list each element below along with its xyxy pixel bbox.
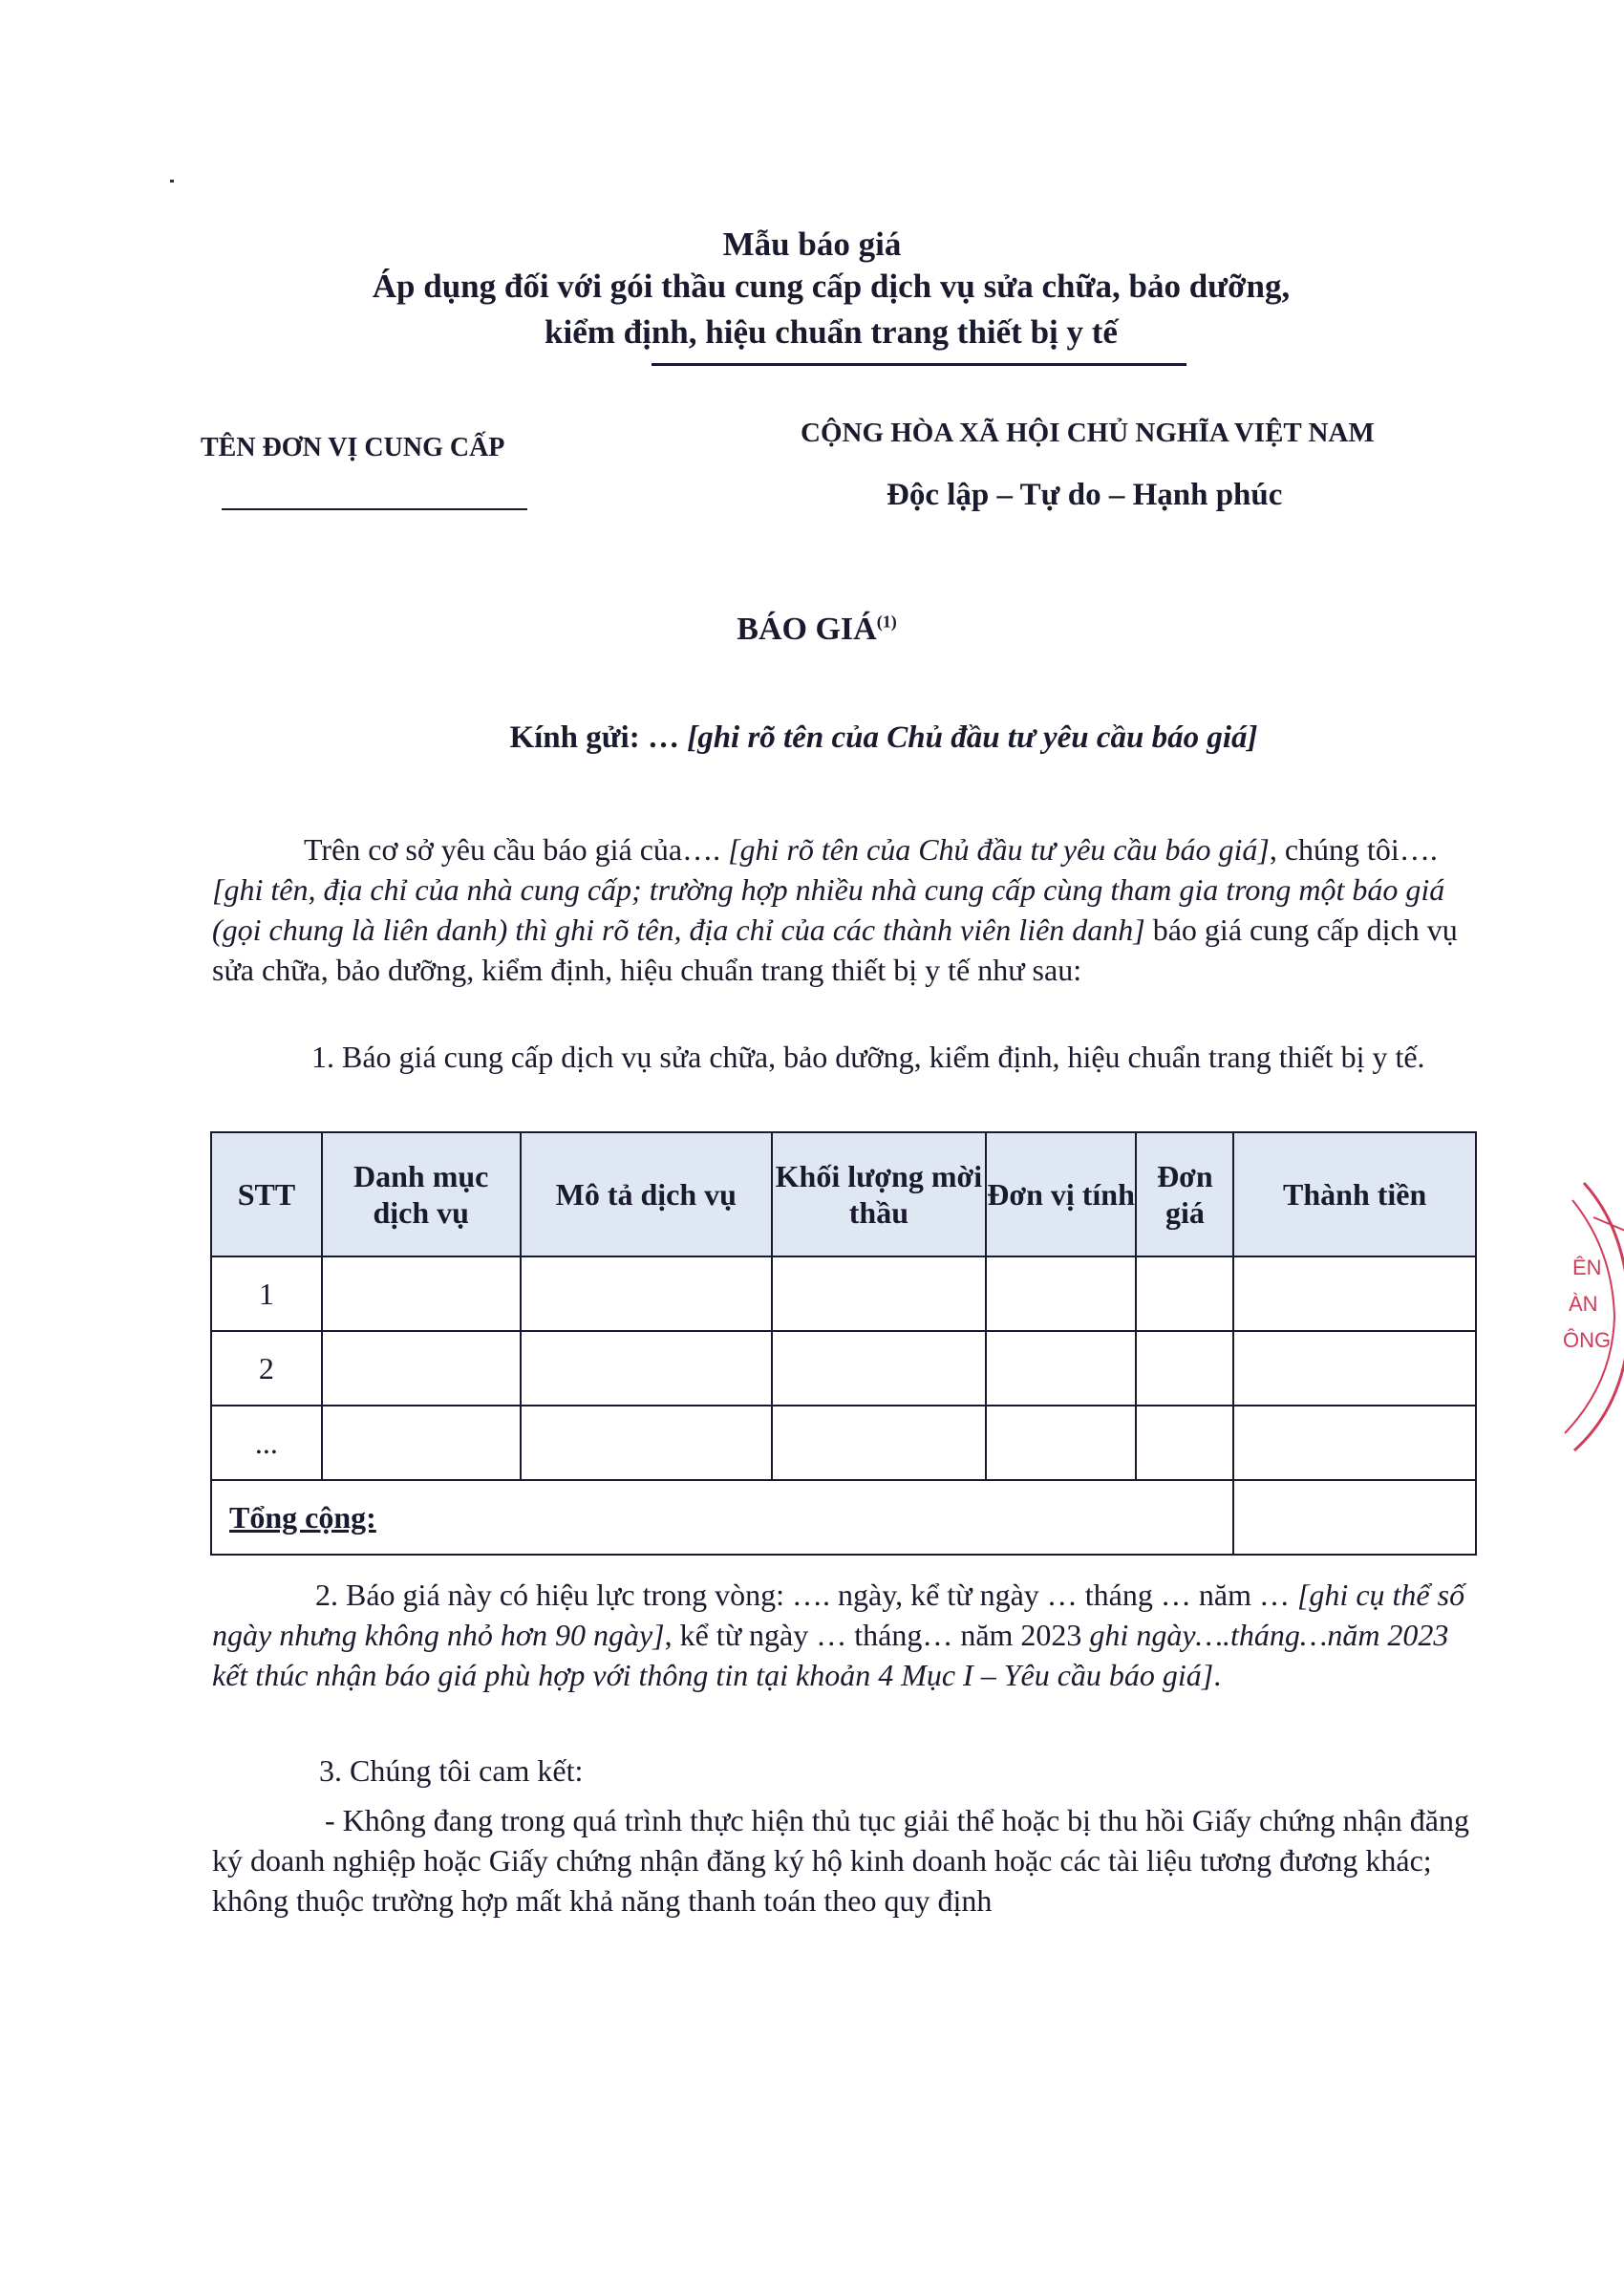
table-cell[interactable] xyxy=(1233,1331,1476,1406)
national-motto: Độc lập – Tự do – Hạnh phúc xyxy=(887,478,1283,512)
addressee-value: [ghi rõ tên của Chủ đầu tư yêu cầu báo giá] xyxy=(678,720,1258,755)
table-cell[interactable] xyxy=(986,1406,1137,1480)
table-cell[interactable] xyxy=(772,1256,986,1331)
red-stamp-fragment xyxy=(1546,1173,1624,1460)
table-row xyxy=(211,1256,1476,1331)
table-cell[interactable] xyxy=(521,1256,773,1331)
section-3-heading: 3. Chúng tôi cam kết: xyxy=(319,1753,584,1788)
table-row xyxy=(211,1331,1476,1406)
col-header-description: Mô tả dịch vụ xyxy=(521,1132,773,1256)
table-total-row xyxy=(211,1480,1476,1555)
table-cell[interactable] xyxy=(521,1406,773,1480)
total-amount-cell[interactable] xyxy=(1233,1480,1476,1555)
table-cell[interactable] xyxy=(986,1331,1137,1406)
svg-text:ÔNG: ÔNG xyxy=(1563,1328,1612,1352)
col-header-unit: Đơn vị tính xyxy=(986,1132,1137,1256)
col-header-unit-price: Đơn giá xyxy=(1136,1132,1233,1256)
addressee-label: Kính gửi: … xyxy=(509,720,679,755)
table-cell[interactable] xyxy=(986,1256,1137,1331)
national-title: CỘNG HÒA XÃ HỘI CHỦ NGHĨA VIỆT NAM xyxy=(801,418,1375,448)
document-title: BÁO GIÁ$^{(1)}$ xyxy=(737,612,897,647)
table-row xyxy=(211,1406,1476,1480)
table-cell[interactable] xyxy=(772,1331,986,1406)
table-cell[interactable] xyxy=(322,1331,521,1406)
total-label: Tổng cộng: xyxy=(211,1480,1233,1555)
form-subtitle-line1: Áp dụng đối với gói thầu cung cấp dịch vụ sửa chữa, bảo dưỡng, xyxy=(372,268,1291,305)
commitment-paragraph: - Không đang trong quá trình thực hiện thủ tục giải thể hoặc bị thu hồi Giấy chứng nhận đăng ký doanh nghiệp hoặc Giấy chứng nhận đăng ký hộ kinh doanh hoặc các tài liệu tương đương khác; không thuộc trường hợp mất khả năng thanh toán theo quy định xyxy=(212,1803,1469,1918)
table-cell[interactable] xyxy=(521,1331,773,1406)
intro-paragraph: Trên cơ sở yêu cầu báo giá của…. [ghi rõ tên của Chủ đầu tư yêu cầu báo giá], chúng tôi….[ghi tên, địa chỉ của nhà cung cấp; trường hợp nhiều nhà cung cấp cùng tham gia trong một báo giá (gọi chung là liên danh) thì ghi rõ tên, địa chỉ của các thành viên liên danh] báo giá cung cấp dịch vụ sửa chữa, bảo dưỡng, kiểm định, hiệu chuẩn trang thiết bị y tế như sau: xyxy=(212,832,1458,987)
section-2-validity: 2. Báo giá này có hiệu lực trong vòng: …. ngày, kể từ ngày … tháng … năm … [ghi cụ thể số ngày nhưng không nhỏ hơn 90 ngày], kể từ ngày … tháng… năm 2023 ghi ngày….tháng…năm 2023 kết thúc nhận báo giá phù hợp với thông tin tại khoản 4 Mục I – Yêu cầu báo giá]. xyxy=(212,1578,1465,1692)
col-header-quantity: Khối lượng mời thầu xyxy=(772,1132,986,1256)
section-1-heading: 1. Báo giá cung cấp dịch vụ sửa chữa, bảo dưỡng, kiểm định, hiệu chuẩn trang thiết bị y tế. xyxy=(311,1040,1425,1074)
table-cell[interactable] xyxy=(772,1406,986,1480)
addressee-line xyxy=(0,720,1624,756)
supplier-name-line xyxy=(222,508,527,510)
form-subtitle-line2: kiểm định, hiệu chuẩn trang thiết bị y tế xyxy=(545,313,1118,351)
table-header-row xyxy=(211,1132,1476,1256)
supplier-name-label: TÊN ĐƠN VỊ CUNG CẤP xyxy=(201,433,505,462)
row-number: 2 xyxy=(211,1331,322,1406)
footnote-marker: (1) xyxy=(876,612,897,632)
table-cell[interactable] xyxy=(1233,1256,1476,1331)
table-cell[interactable] xyxy=(1136,1331,1233,1406)
row-number: ... xyxy=(211,1406,322,1480)
col-header-service-list: Danh mục dịch vụ xyxy=(322,1132,521,1256)
quote-table xyxy=(210,1131,1477,1556)
table-cell[interactable] xyxy=(1136,1406,1233,1480)
col-header-amount: Thành tiền xyxy=(1233,1132,1476,1256)
table-cell[interactable] xyxy=(322,1406,521,1480)
table-cell[interactable] xyxy=(1136,1256,1233,1331)
table-cell[interactable] xyxy=(1233,1406,1476,1480)
table-cell[interactable] xyxy=(322,1256,521,1331)
scan-speck xyxy=(170,180,174,183)
svg-text:ÊN: ÊN xyxy=(1572,1256,1602,1279)
col-header-stt: STT xyxy=(211,1132,322,1256)
title-underline xyxy=(652,363,1186,366)
row-number: 1 xyxy=(211,1256,322,1331)
form-title: Mẫu báo giá xyxy=(722,225,902,263)
svg-text:ÀN: ÀN xyxy=(1569,1292,1598,1316)
